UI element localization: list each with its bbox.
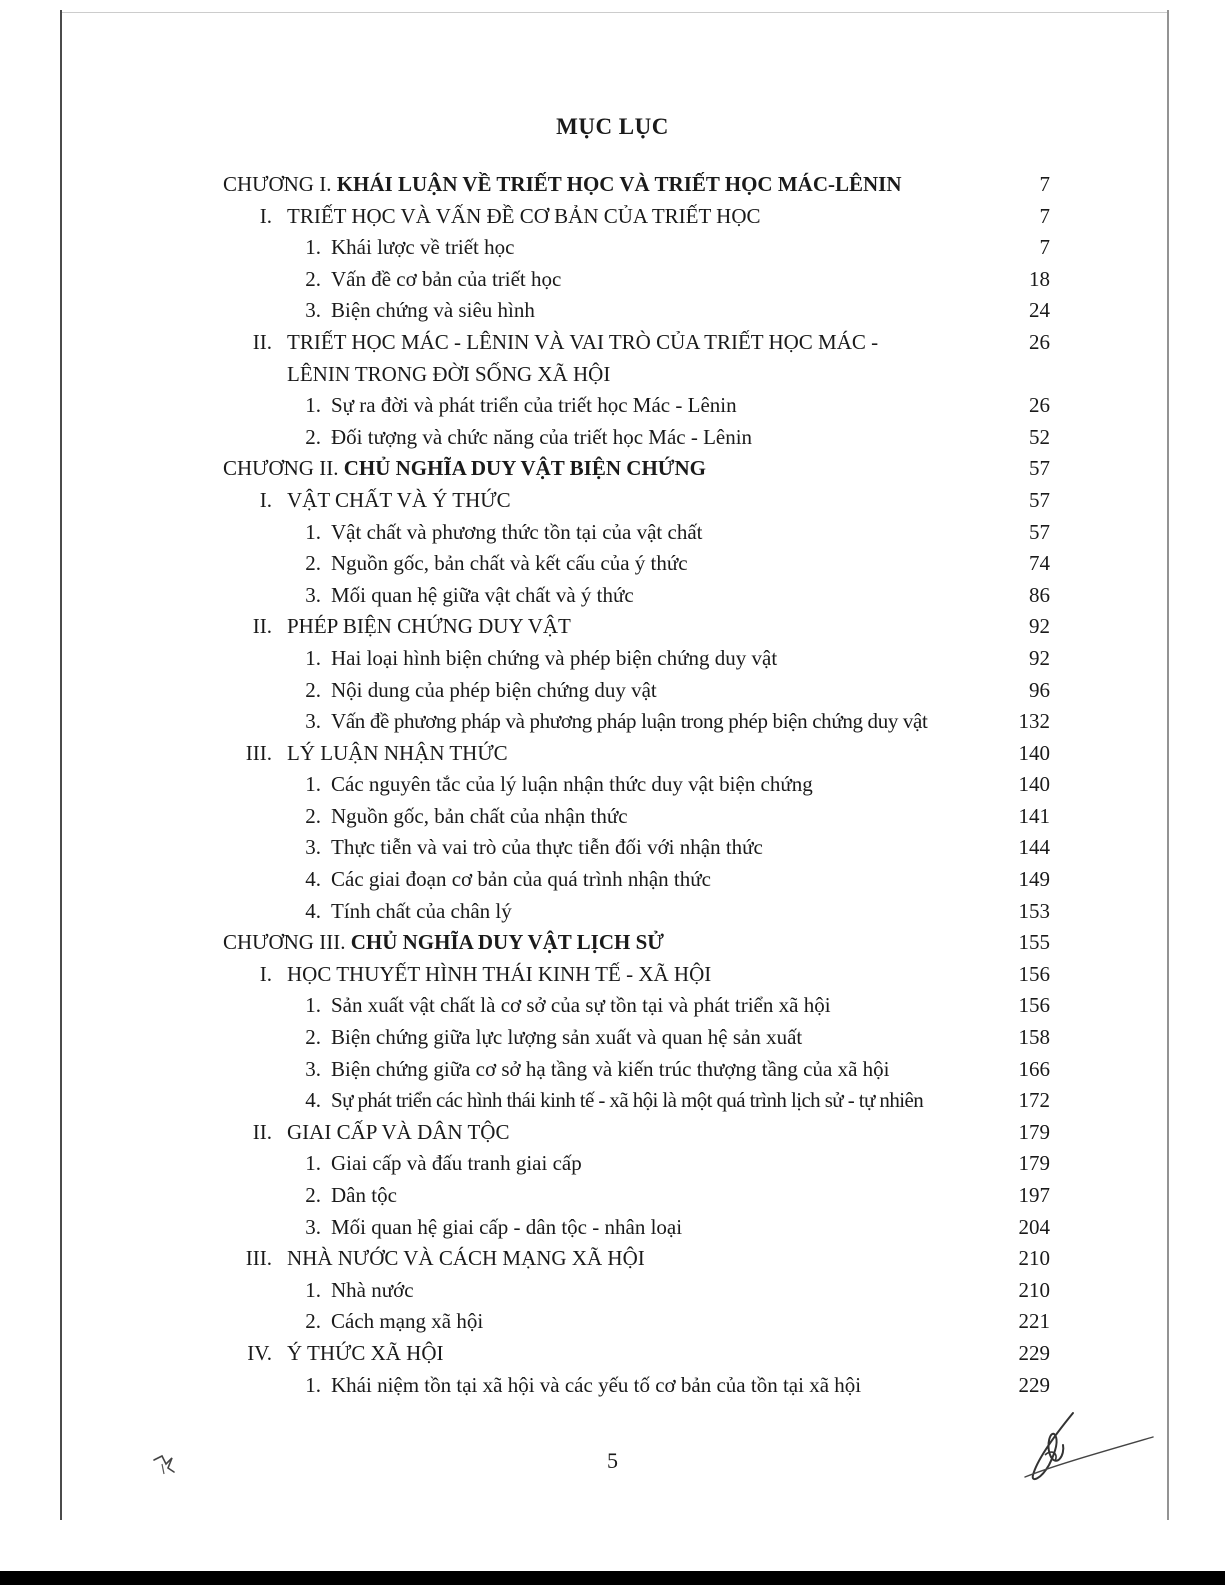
chapter-name: CHỦ NGHĨA DUY VẬT LỊCH SỬ (350, 930, 665, 955)
toc-item-title: Vấn đề phương pháp và phương pháp luận trong phép biện chứng duy vật (331, 709, 928, 734)
toc-item-title: Mối quan hệ giai cấp - dân tộc - nhân loại (331, 1214, 683, 1239)
toc-page-number: 92 (1029, 645, 1050, 670)
toc-page-number: 57 (1029, 456, 1050, 481)
chapter-name: CHỦ NGHĨA DUY VẬT BIỆN CHỨNG (343, 456, 706, 481)
toc-item-title: TRIẾT HỌC MÁC - LÊNIN VÀ VAI TRÒ CỦA TRIẾT HỌC MÁC - (287, 329, 879, 354)
toc-item-title: Biện chứng và siêu hình (331, 298, 535, 323)
toc-item-number: 1. (305, 772, 321, 797)
handwritten-signature-icon (1015, 1405, 1155, 1490)
toc-sub-row (0, 235, 1225, 267)
toc-item-number: 4. (305, 898, 321, 923)
toc-item-title: Hai loại hình biện chứng và phép biện chứng duy vật (331, 645, 778, 670)
toc-item-title: Thực tiễn và vai trò của thực tiễn đối với nhận thức (331, 835, 763, 860)
toc-item-number: 2. (305, 1183, 321, 1207)
toc-item-number: 1. (305, 1151, 321, 1176)
toc-sub-row (0, 678, 1225, 710)
toc-sub-row (0, 1183, 1225, 1215)
toc-item-number: I. (259, 487, 272, 512)
toc-item-title: HỌC THUYẾT HÌNH THÁI KINH TẾ - XÃ HỘI (287, 961, 712, 986)
toc-page-number: 229 (1018, 1340, 1050, 1365)
toc-item-title: Các giai đoạn cơ bản của quá trình nhận thức (331, 867, 711, 892)
toc-item-number: III. (245, 1246, 272, 1271)
toc-item-number: 1. (305, 645, 321, 670)
toc-sub-row (0, 646, 1225, 678)
toc-item-title: Các nguyên tắc của lý luận nhận thức duy vật biện chứng (331, 772, 813, 797)
toc-page-number: 229 (1018, 1372, 1050, 1397)
toc-item-number: 2. (305, 424, 321, 449)
toc-item-number: IV. (247, 1340, 272, 1365)
toc-item-title: Nhà nước (331, 1277, 414, 1302)
toc-item-number: 2. (305, 677, 321, 702)
toc-item-title: Sự ra đời và phát triển của triết học Mác - Lênin (331, 393, 737, 418)
toc-page-number: 96 (1029, 677, 1050, 702)
toc-item-title: Khái lược về triết học (331, 235, 515, 260)
toc-page-number: 74 (1029, 551, 1050, 576)
toc-item-number: 2. (305, 1309, 321, 1334)
toc-item-title: LÊNIN TRONG ĐỜI SỐNG XÃ HỘI (287, 361, 611, 386)
toc-item-number: 3. (305, 709, 321, 734)
toc-item-title: Mối quan hệ giữa vật chất và ý thức (331, 582, 634, 607)
toc-page-number: 140 (1018, 740, 1050, 765)
toc-chapter-row (0, 172, 1225, 204)
toc-page-number: 149 (1018, 867, 1050, 892)
toc-item-title: Sự phát triển các hình thái kinh tế - xã hội là một quá trình lịch sử - tự nhiên (331, 1088, 924, 1113)
toc-item-title: Sản xuất vật chất là cơ sở của sự tồn tại và phát triển xã hội (331, 993, 831, 1018)
toc-item-title: GIAI CẤP VÀ DÂN TỘC (287, 1119, 510, 1144)
toc-item-number: 3. (305, 298, 321, 323)
toc-section-row (0, 1341, 1225, 1373)
toc-item-number: 2. (305, 1025, 321, 1050)
toc-item-number: II. (252, 1119, 272, 1144)
toc-page-number: 7 (1039, 203, 1050, 228)
toc-section-row (0, 1120, 1225, 1152)
toc-chapter-title (223, 930, 664, 955)
toc-sub-row (0, 1373, 1225, 1405)
toc-item-number: 3. (305, 1056, 321, 1081)
toc-chapter-row (0, 456, 1225, 488)
toc-item-number: 4. (305, 867, 321, 892)
toc-item-title: Nội dung của phép biện chứng duy vật (331, 677, 657, 702)
toc-section-row (0, 488, 1225, 520)
toc-sub-row (0, 298, 1225, 330)
toc-item-title: Biện chứng giữa cơ sở hạ tầng và kiến trúc thượng tầng của xã hội (331, 1056, 890, 1081)
toc-item-number: 3. (305, 1214, 321, 1239)
toc-sub-row (0, 1215, 1225, 1247)
toc-sub-row (0, 899, 1225, 931)
toc-page-number: 132 (1018, 709, 1050, 734)
toc-sub-row (0, 520, 1225, 552)
toc-section-row (0, 330, 1225, 362)
toc-item-number: 3. (305, 835, 321, 860)
toc-page-number: 92 (1029, 614, 1050, 639)
toc-item-title: VẬT CHẤT VÀ Ý THỨC (287, 487, 511, 512)
toc-sub-row (0, 1151, 1225, 1183)
toc-item-number: 2. (305, 551, 321, 576)
toc-page-number: 57 (1029, 487, 1050, 512)
toc-page-number: 210 (1018, 1246, 1050, 1271)
toc-page-number: 179 (1018, 1119, 1050, 1144)
toc-page-number: 52 (1029, 424, 1050, 449)
toc-page-number: 153 (1018, 898, 1050, 923)
toc-item-title: Vấn đề cơ bản của triết học (331, 266, 562, 291)
toc-page-number: 156 (1018, 961, 1050, 986)
toc-sub-row (0, 709, 1225, 741)
toc-section-row (0, 204, 1225, 236)
toc-sub-row (0, 772, 1225, 804)
toc-page-number: 140 (1018, 772, 1050, 797)
toc-page-number: 86 (1029, 582, 1050, 607)
toc-page-number: 197 (1018, 1183, 1050, 1207)
toc-item-title: NHÀ NƯỚC VÀ CÁCH MẠNG XÃ HỘI (287, 1246, 645, 1271)
toc-item-title: TRIẾT HỌC VÀ VẤN ĐỀ CƠ BẢN CỦA TRIẾT HỌC (287, 203, 761, 228)
toc-sub-row (0, 1025, 1225, 1057)
toc-item-title: PHÉP BIỆN CHỨNG DUY VẬT (287, 614, 571, 639)
toc-item-number: 2. (305, 803, 321, 828)
toc-item-number: 1. (305, 1372, 321, 1397)
toc-page-number: 204 (1018, 1214, 1050, 1239)
toc-sub-row (0, 835, 1225, 867)
toc-page-number: 24 (1029, 298, 1050, 323)
toc-section-row (0, 741, 1225, 773)
toc-item-title: Tính chất của chân lý (331, 898, 512, 923)
toc-page-number: 210 (1018, 1277, 1050, 1302)
toc-page-number: 7 (1039, 172, 1050, 196)
toc-item-title: Nguồn gốc, bản chất của nhận thức (331, 803, 628, 828)
toc-item-title: Khái niệm tồn tại xã hội và các yếu tố cơ bản của tồn tại xã hội (331, 1372, 862, 1397)
toc-item-number: 4. (305, 1088, 321, 1113)
toc-page-number: 172 (1018, 1088, 1050, 1113)
toc-item-number: I. (259, 203, 272, 228)
toc-item-number: 3. (305, 582, 321, 607)
toc-item-number: 1. (305, 993, 321, 1018)
toc-page-number: 166 (1018, 1056, 1050, 1081)
toc-item-title: Ý THỨC XÃ HỘI (287, 1340, 444, 1365)
toc-page-number: 26 (1029, 393, 1050, 418)
toc-sub-row (0, 551, 1225, 583)
toc-sub-row (0, 867, 1225, 899)
toc-item-title: Dân tộc (331, 1183, 397, 1207)
toc-item-title: Vật chất và phương thức tồn tại của vật chất (331, 519, 703, 544)
toc-sub-row (0, 583, 1225, 615)
toc-item-number: II. (252, 329, 272, 354)
chapter-prefix: CHƯƠNG III. (223, 930, 351, 955)
toc-item-number: II. (252, 614, 272, 639)
toc-sub-row (0, 1057, 1225, 1089)
toc-page-number: 179 (1018, 1151, 1050, 1176)
toc-item-title: LÝ LUẬN NHẬN THỨC (287, 740, 508, 765)
toc-chapter-title (223, 172, 902, 197)
toc-item-number: I. (259, 961, 272, 986)
toc-item-title: Biện chứng giữa lực lượng sản xuất và quan hệ sản xuất (331, 1025, 803, 1050)
toc-sub-row (0, 393, 1225, 425)
chapter-prefix: CHƯƠNG I. (223, 172, 337, 196)
toc-sub-row (0, 993, 1225, 1025)
toc-item-number: 1. (305, 393, 321, 418)
table-of-contents (0, 172, 1225, 1404)
chapter-prefix: CHƯƠNG II. (223, 456, 344, 481)
toc-item-title: Giai cấp và đấu tranh giai cấp (331, 1151, 582, 1176)
toc-page-number: 156 (1018, 993, 1050, 1018)
toc-item-number: 1. (305, 519, 321, 544)
toc-item-number: III. (245, 740, 272, 765)
toc-section-row (0, 614, 1225, 646)
toc-page-number: 221 (1018, 1309, 1050, 1334)
toc-item-title: Nguồn gốc, bản chất và kết cấu của ý thức (331, 551, 688, 576)
toc-chapter-title (223, 456, 706, 481)
toc-page-number: 155 (1018, 930, 1050, 955)
scan-smudge-icon (148, 1450, 188, 1480)
toc-sub-row (0, 425, 1225, 457)
toc-page-number: 7 (1039, 235, 1050, 260)
page-title: MỤC LỤC (556, 114, 669, 139)
chapter-name: KHÁI LUẬN VỀ TRIẾT HỌC VÀ TRIẾT HỌC MÁC-LÊNIN (336, 172, 902, 196)
toc-sub-row (0, 1088, 1225, 1120)
toc-page-number: 144 (1018, 835, 1050, 860)
page-number: 5 (607, 1448, 618, 1473)
scan-edge-bottom (0, 1571, 1225, 1585)
toc-item-title: Cách mạng xã hội (331, 1309, 484, 1334)
toc-item-title: Đối tượng và chức năng của triết học Mác - Lênin (331, 424, 753, 449)
scan-edge-top (62, 12, 1167, 13)
toc-item-number: 1. (305, 1277, 321, 1302)
toc-page-number: 26 (1029, 329, 1050, 354)
toc-sub-row (0, 1309, 1225, 1341)
toc-item-number: 2. (305, 266, 321, 291)
toc-section-row (0, 1246, 1225, 1278)
toc-item-number: 1. (305, 235, 321, 260)
toc-sub-row (0, 804, 1225, 836)
toc-cont-row (0, 362, 1225, 394)
toc-page-number: 158 (1018, 1025, 1050, 1050)
toc-sub-row (0, 267, 1225, 299)
toc-section-row (0, 962, 1225, 994)
toc-page-number: 57 (1029, 519, 1050, 544)
toc-page-number: 18 (1029, 266, 1050, 291)
toc-sub-row (0, 1278, 1225, 1310)
toc-chapter-row (0, 930, 1225, 962)
toc-page-number: 141 (1018, 803, 1050, 828)
